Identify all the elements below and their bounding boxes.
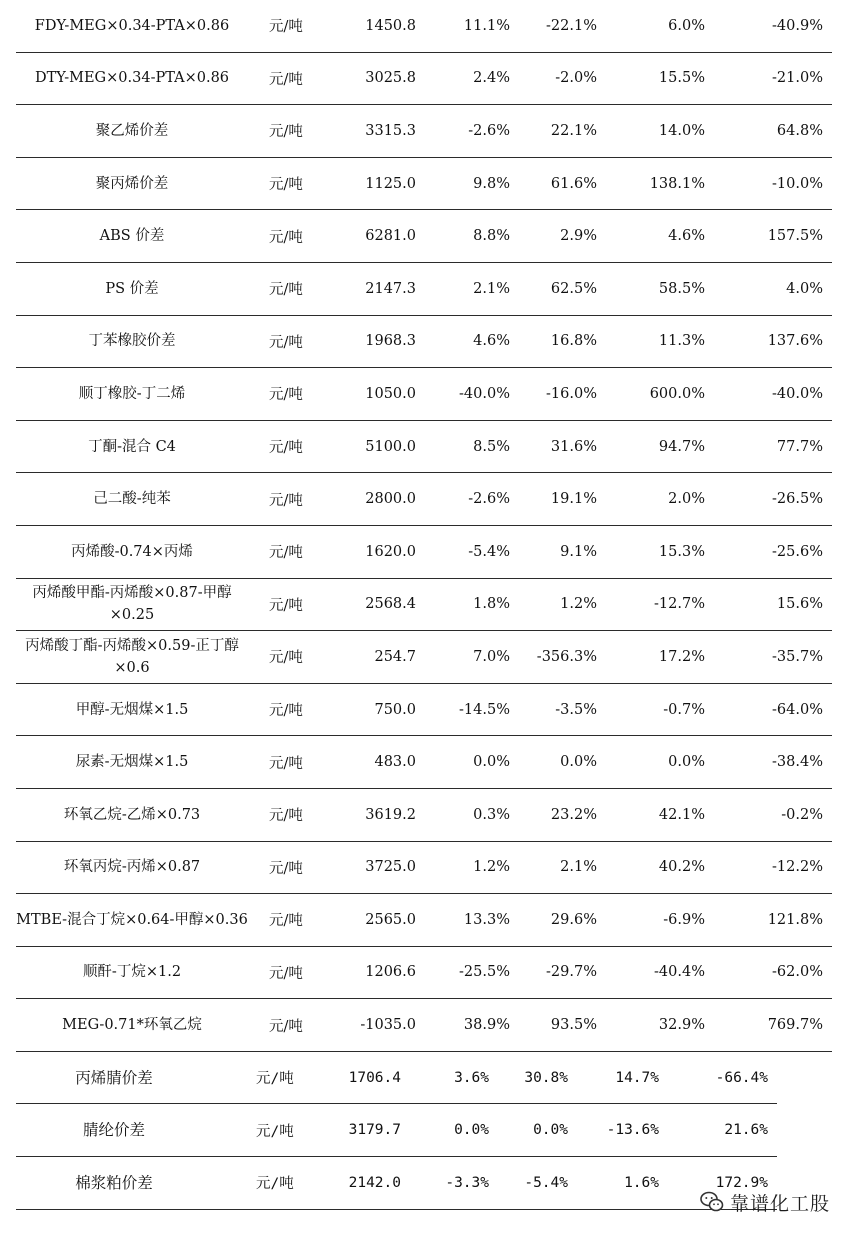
- spread-table: [16, 0, 832, 1210]
- change-cell: 17.2%: [658, 648, 705, 665]
- value-cell: 2147.3: [365, 280, 416, 297]
- change-cell: -40.4%: [654, 964, 705, 981]
- change-cell: -356.3%: [536, 648, 597, 665]
- change-cell: 23.2%: [550, 806, 597, 823]
- unit-cell: 元/吨: [269, 860, 303, 877]
- change-cell: -2.0%: [555, 70, 597, 87]
- unit-cell: 元/吨: [256, 1176, 294, 1193]
- change-cell: -6.9%: [663, 911, 705, 928]
- change-cell: -22.1%: [546, 17, 597, 34]
- value-cell: 3179.7: [348, 1122, 401, 1139]
- change-cell: -21.0%: [772, 70, 823, 87]
- spread-name-cell: ABS 价差: [99, 228, 165, 245]
- table-row: [16, 579, 832, 632]
- change-cell: 15.6%: [776, 596, 823, 613]
- watermark-text: 靠谱化工股: [729, 1192, 830, 1215]
- spread-name-cell: 己二酸-纯苯: [93, 491, 171, 508]
- spread-name-cell: 丙烯酸甲酯-丙烯酸×0.87-甲醇×0.25: [32, 585, 232, 624]
- change-cell: 3.6%: [454, 1069, 489, 1086]
- spread-name-cell: 丙烯酸丁酯-丙烯酸×0.59-正丁醇×0.6: [25, 637, 239, 676]
- change-cell: -64.0%: [772, 701, 823, 718]
- value-cell: 254.7: [374, 648, 416, 665]
- change-cell: 2.1%: [560, 859, 597, 876]
- value-cell: 1050.0: [365, 385, 416, 402]
- spread-name-cell: 丁酮-混合 C4: [88, 438, 176, 455]
- change-cell: -2.6%: [468, 122, 510, 139]
- value-cell: 3025.8: [365, 70, 416, 87]
- value-cell: 5100.0: [365, 438, 416, 455]
- unit-cell: 元/吨: [269, 545, 303, 562]
- change-cell: 32.9%: [658, 1017, 705, 1034]
- change-cell: -40.9%: [772, 17, 823, 34]
- table-row: [16, 1157, 777, 1210]
- change-cell: -14.5%: [459, 701, 510, 718]
- change-cell: -66.4%: [715, 1069, 768, 1086]
- change-cell: 64.8%: [776, 122, 823, 139]
- change-cell: 42.1%: [658, 806, 705, 823]
- unit-cell: 元/吨: [269, 334, 303, 351]
- change-cell: 600.0%: [649, 385, 705, 402]
- table-row: [16, 684, 832, 737]
- table-row: [16, 263, 832, 316]
- change-cell: 14.7%: [615, 1069, 659, 1086]
- table-row: [16, 736, 832, 789]
- change-cell: 7.0%: [473, 648, 510, 665]
- change-cell: 4.0%: [786, 280, 823, 297]
- change-cell: 13.3%: [463, 911, 510, 928]
- change-cell: 1.2%: [473, 859, 510, 876]
- spread-name-cell: 棉浆粕价差: [75, 1173, 153, 1192]
- table-row: [16, 105, 832, 158]
- change-cell: 6.0%: [668, 17, 705, 34]
- change-cell: 61.6%: [550, 175, 597, 192]
- unit-cell: 元/吨: [269, 650, 303, 667]
- table-row: [16, 789, 832, 842]
- unit-cell: 元/吨: [269, 440, 303, 457]
- change-cell: 94.7%: [658, 438, 705, 455]
- change-cell: 15.5%: [658, 70, 705, 87]
- change-cell: 138.1%: [649, 175, 705, 192]
- change-cell: -29.7%: [546, 964, 597, 981]
- spread-name-cell: 腈纶价差: [82, 1121, 145, 1140]
- change-cell: 8.8%: [473, 228, 510, 245]
- spread-name-cell: 丁苯橡胶价差: [88, 333, 176, 350]
- change-cell: -62.0%: [772, 964, 823, 981]
- change-cell: -25.6%: [772, 543, 823, 560]
- unit-cell: 元/吨: [269, 965, 303, 982]
- change-cell: 4.6%: [473, 333, 510, 350]
- unit-cell: 元/吨: [269, 282, 303, 299]
- change-cell: 157.5%: [767, 228, 823, 245]
- change-cell: 9.8%: [473, 175, 510, 192]
- spread-name-cell: 甲醇-无烟煤×1.5: [75, 701, 189, 718]
- table-row: [16, 368, 832, 421]
- change-cell: 769.7%: [767, 1017, 823, 1034]
- change-cell: 2.4%: [473, 70, 510, 87]
- change-cell: 0.0%: [560, 754, 597, 771]
- value-cell: 1206.6: [365, 964, 416, 981]
- table-row: [16, 1052, 777, 1105]
- unit-cell: 元/吨: [256, 1123, 294, 1140]
- value-cell: 1450.8: [365, 17, 416, 34]
- change-cell: -3.3%: [445, 1174, 489, 1191]
- unit-cell: 元/吨: [269, 71, 303, 88]
- change-cell: 0.0%: [473, 754, 510, 771]
- change-cell: 11.3%: [658, 333, 705, 350]
- spread-name-cell: 聚乙烯价差: [95, 122, 169, 139]
- value-cell: 6281.0: [365, 228, 416, 245]
- change-cell: 137.6%: [767, 333, 823, 350]
- change-cell: 29.6%: [550, 911, 597, 928]
- change-cell: 21.6%: [724, 1122, 768, 1139]
- change-cell: -25.5%: [459, 964, 510, 981]
- table-row: [16, 526, 832, 579]
- table-body-secondary: [16, 1052, 832, 1210]
- unit-cell: 元/吨: [269, 124, 303, 141]
- change-cell: -26.5%: [772, 491, 823, 508]
- unit-cell: 元/吨: [269, 387, 303, 404]
- change-cell: -38.4%: [772, 754, 823, 771]
- change-cell: -16.0%: [546, 385, 597, 402]
- change-cell: -12.2%: [772, 859, 823, 876]
- change-cell: 31.6%: [550, 438, 597, 455]
- spread-name-cell: PS 价差: [105, 280, 159, 297]
- table-row: [16, 947, 832, 1000]
- change-cell: 4.6%: [668, 228, 705, 245]
- value-cell: 1968.3: [365, 333, 416, 350]
- spread-name-cell: 丙烯腈价差: [75, 1068, 153, 1087]
- spread-name-cell: FDY-MEG×0.34-PTA×0.86: [34, 17, 230, 34]
- table-row: [16, 210, 832, 263]
- change-cell: 58.5%: [658, 280, 705, 297]
- spread-name-cell: 顺丁橡胶-丁二烯: [78, 385, 186, 402]
- value-cell: 1706.4: [348, 1069, 401, 1086]
- unit-cell: 元/吨: [269, 755, 303, 772]
- spread-name-cell: MEG-0.71*环氧乙烷: [62, 1017, 202, 1034]
- spread-name-cell: MTBE-混合丁烷×0.64-甲醇×0.36: [16, 911, 248, 928]
- change-cell: 2.0%: [668, 491, 705, 508]
- value-cell: 750.0: [374, 701, 416, 718]
- change-cell: 0.0%: [533, 1122, 568, 1139]
- change-cell: -40.0%: [459, 385, 510, 402]
- change-cell: 62.5%: [550, 280, 597, 297]
- value-cell: 1125.0: [365, 175, 416, 192]
- spread-name-cell: 丙烯酸-0.74×丙烯: [71, 543, 193, 560]
- change-cell: 8.5%: [473, 438, 510, 455]
- change-cell: -2.6%: [468, 491, 510, 508]
- change-cell: -10.0%: [772, 175, 823, 192]
- unit-cell: 元/吨: [269, 597, 303, 614]
- table-row: [16, 1104, 777, 1157]
- change-cell: 19.1%: [550, 491, 597, 508]
- change-cell: 1.8%: [473, 596, 510, 613]
- table-row: [16, 842, 832, 895]
- table-body: [16, 0, 832, 1052]
- value-cell: 2142.0: [348, 1174, 401, 1191]
- value-cell: 2568.4: [365, 596, 416, 613]
- value-cell: 3619.2: [365, 806, 416, 823]
- table-row: [16, 631, 832, 684]
- change-cell: 1.2%: [560, 596, 597, 613]
- unit-cell: 元/吨: [269, 177, 303, 194]
- change-cell: -12.7%: [654, 596, 705, 613]
- change-cell: 22.1%: [550, 122, 597, 139]
- change-cell: 0.0%: [454, 1122, 489, 1139]
- change-cell: -40.0%: [772, 385, 823, 402]
- change-cell: 77.7%: [776, 438, 823, 455]
- value-cell: 2800.0: [365, 491, 416, 508]
- change-cell: 40.2%: [658, 859, 705, 876]
- spread-name-cell: 聚丙烯价差: [95, 175, 169, 192]
- change-cell: 11.1%: [463, 17, 510, 34]
- table-row: [16, 53, 832, 106]
- spread-name-cell: DTY-MEG×0.34-PTA×0.86: [34, 70, 230, 87]
- change-cell: 9.1%: [560, 543, 597, 560]
- table-row: [16, 0, 832, 53]
- change-cell: -5.4%: [524, 1174, 568, 1191]
- value-cell: 483.0: [374, 754, 416, 771]
- table-row: [16, 158, 832, 211]
- unit-cell: 元/吨: [256, 1071, 294, 1088]
- change-cell: 1.6%: [624, 1174, 659, 1191]
- change-cell: -5.4%: [468, 543, 510, 560]
- unit-cell: 元/吨: [269, 229, 303, 246]
- value-cell: -1035.0: [360, 1017, 416, 1034]
- change-cell: -0.2%: [781, 806, 823, 823]
- spread-name-cell: 环氧乙烷-乙烯×0.73: [63, 806, 201, 823]
- change-cell: 121.8%: [767, 911, 823, 928]
- table-row: [16, 894, 832, 947]
- change-cell: 2.9%: [560, 228, 597, 245]
- change-cell: 30.8%: [524, 1069, 568, 1086]
- unit-cell: 元/吨: [269, 1018, 303, 1035]
- watermark: [700, 1187, 830, 1217]
- unit-cell: 元/吨: [269, 492, 303, 509]
- change-cell: -0.7%: [663, 701, 705, 718]
- change-cell: 2.1%: [473, 280, 510, 297]
- value-cell: 1620.0: [365, 543, 416, 560]
- table-row: [16, 421, 832, 474]
- spread-name-cell: 环氧丙烷-丙烯×0.87: [63, 859, 201, 876]
- table-row: [16, 473, 832, 526]
- wechat-icon: [700, 1191, 724, 1213]
- unit-cell: 元/吨: [269, 703, 303, 720]
- change-cell: 0.3%: [473, 806, 510, 823]
- spread-name-cell: 顺酐-丁烷×1.2: [82, 964, 182, 981]
- change-cell: 0.0%: [668, 754, 705, 771]
- change-cell: 14.0%: [658, 122, 705, 139]
- unit-cell: 元/吨: [269, 19, 303, 36]
- change-cell: 16.8%: [550, 333, 597, 350]
- change-cell: 15.3%: [658, 543, 705, 560]
- unit-cell: 元/吨: [269, 808, 303, 825]
- change-cell: -13.6%: [606, 1122, 659, 1139]
- unit-cell: 元/吨: [269, 913, 303, 930]
- spread-name-cell: 尿素-无烟煤×1.5: [75, 754, 189, 771]
- change-cell: 172.9%: [715, 1174, 768, 1191]
- value-cell: 2565.0: [365, 911, 416, 928]
- change-cell: -35.7%: [772, 648, 823, 665]
- value-cell: 3725.0: [365, 859, 416, 876]
- change-cell: 38.9%: [463, 1017, 510, 1034]
- value-cell: 3315.3: [365, 122, 416, 139]
- table-row: [16, 316, 832, 369]
- change-cell: -3.5%: [555, 701, 597, 718]
- change-cell: 93.5%: [550, 1017, 597, 1034]
- table-row: [16, 999, 832, 1052]
